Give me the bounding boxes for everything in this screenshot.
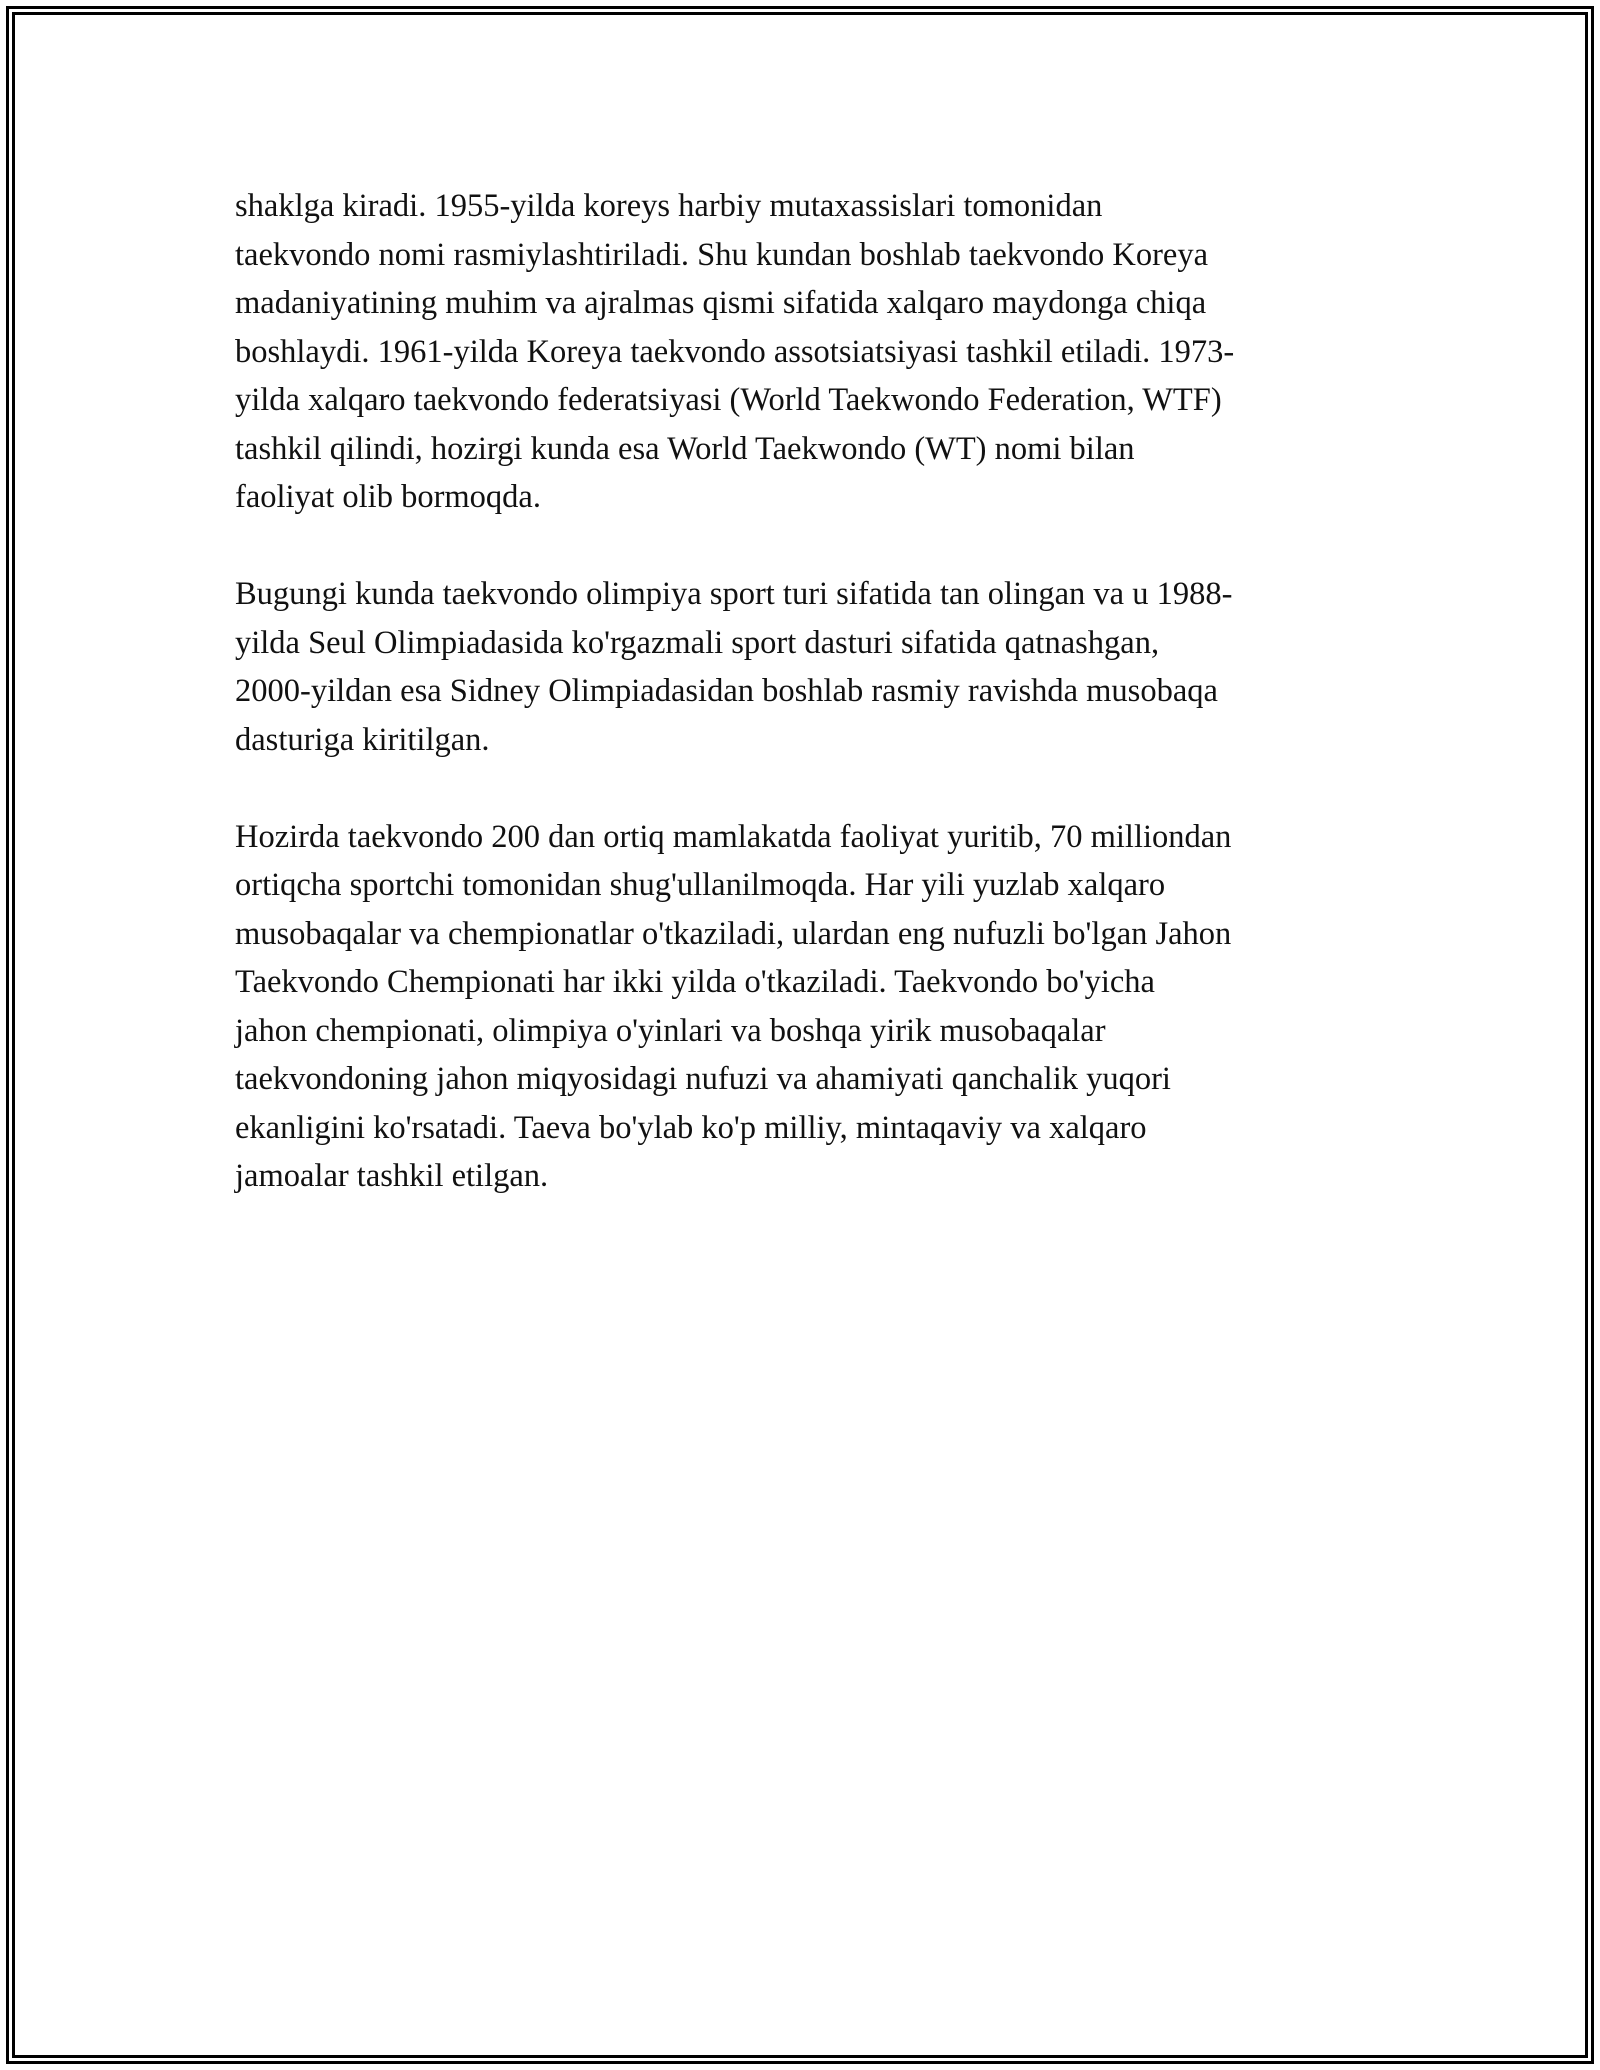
text-line: ortiqcha sportchi tomonidan shug'ullanilmoqda. Har yili yuzlab xalqaro [235, 867, 1166, 903]
text-line: Taekvondo Chempionati har ikki yilda o'tkaziladi. Taekvondo bo'yicha [235, 964, 1155, 1000]
text-line: tashkil qilindi, hozirgi kunda esa World Taekwondo (WT) nomi bilan [235, 430, 1135, 467]
text-line: jamoalar tashkil etilgan. [235, 1158, 549, 1194]
paragraph-history [235, 182, 1370, 522]
paragraph-olympics [235, 570, 1370, 764]
text-line: shaklga kiradi. 1955-yilda koreys harbiy mutaxassislari tomonidan [235, 188, 1103, 224]
document-body [235, 182, 1370, 1249]
text-line: boshlaydi. 1961-yilda Koreya taekvondo assotsiatsiyasi tashkil etiladi. 1973- [235, 333, 1235, 370]
text-line: ekanligini ko'rsatadi. Taeva bo'ylab ko'p milliy, mintaqaviy va xalqaro [235, 1109, 1147, 1146]
text-line: madaniyatining muhim va ajralmas qismi sifatida xalqaro maydonga chiqa [235, 285, 1207, 321]
text-line: Bugungi kunda taekvondo olimpiya sport turi sifatida tan olingan va u 1988- [235, 576, 1233, 612]
text-line: yilda xalqaro taekvondo federatsiyasi (World Taekwondo Federation, WTF) [235, 382, 1222, 418]
text-line: dasturiga kiritilgan. [235, 721, 490, 758]
text-line: faoliyat olib bormoqda. [235, 479, 541, 515]
text-line: jahon chempionati, olimpiya o'yinlari va boshqa yirik musobaqalar [235, 1012, 1106, 1049]
text-line: taekvondo nomi rasmiylashtiriladi. Shu kundan boshlab taekvondo Koreya [235, 236, 1209, 273]
paragraph-worldwide [235, 813, 1370, 1201]
text-line: 2000-yildan esa Sidney Olimpiadasidan boshlab rasmiy ravishda musobaqa [235, 673, 1218, 709]
text-line: yilda Seul Olimpiadasida ko'rgazmali sport dasturi sifatida qatnashgan, [235, 624, 1160, 661]
text-line: musobaqalar va chempionatlar o'tkaziladi, ulardan eng nufuzli bo'lgan Jahon [235, 915, 1232, 952]
text-line: taekvondoning jahon miqyosidagi nufuzi va ahamiyati qanchalik yuqori [235, 1061, 1171, 1097]
text-line: Hozirda taekvondo 200 dan ortiq mamlakatda faoliyat yuritib, 70 milliondan [235, 818, 1232, 855]
